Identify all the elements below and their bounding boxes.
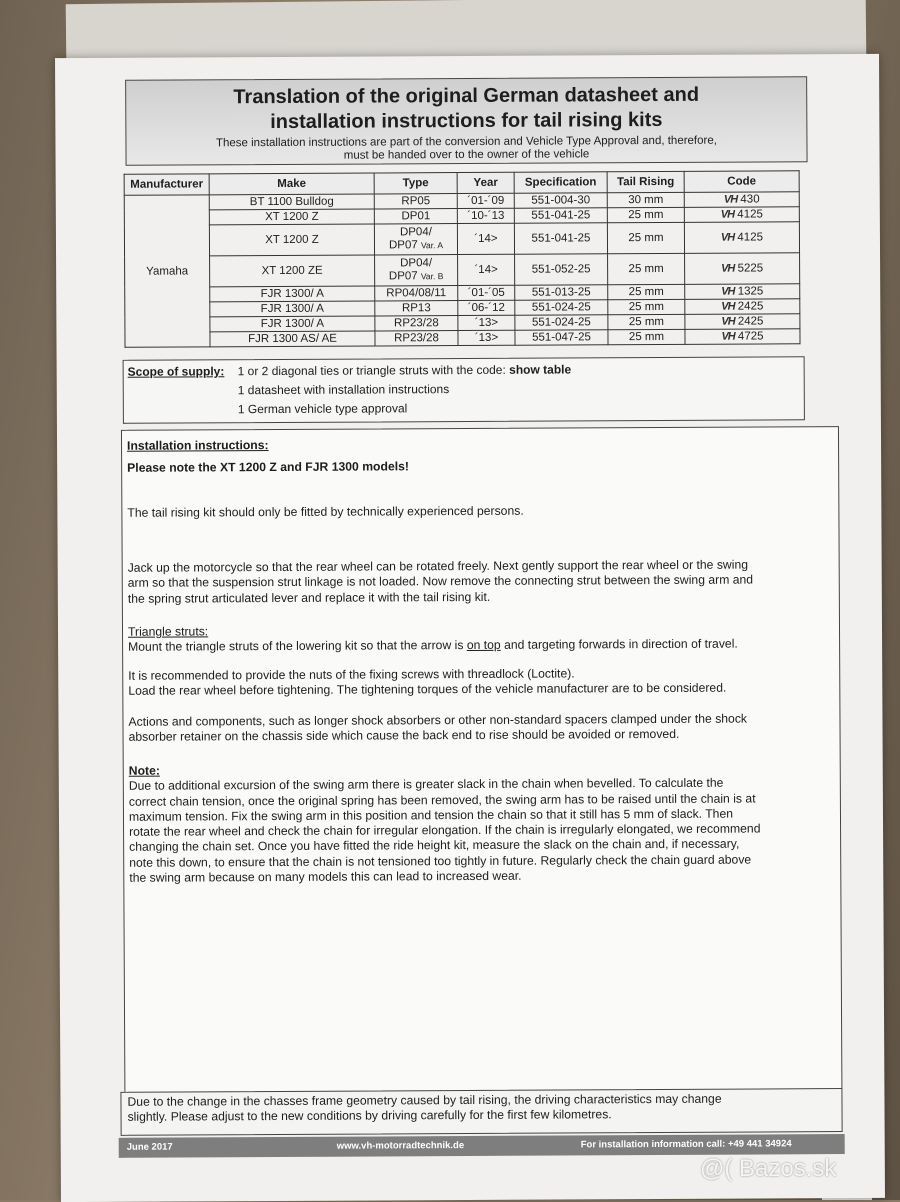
triangle-struts-paragraph: Triangle struts: Mount the triangle struts of the lowering kit so that the arrow is on top and targeting forwards in direction of travel. <box>128 621 828 655</box>
document-title: Translation of the original German datasheet and installation instructions for tail rising kits <box>233 83 700 134</box>
chain-note-paragraph: Note: Due to additional excursion of the swing arm there is greater slack in the chain when bevelled. To calculate the correct chain tension, once the original spring has been removed, the swing arm has to be raised until the chain is at maximum tension. Fix the swing arm in this position and tension the chain so that it still has 5 mm of slack. Then rotate the rear wheel and check the chain for irregular elongation. If the chain is irregularly elongated, we recommend changing the chain set. Once you have fitted the ride height kit, measure the slack on the chain and, if necessary, note this down, to ensure that the chain is not tensioned too tightly in future. Regularly check the chain guard above the swing arm because on many models this can lead to increased wear. <box>129 760 830 886</box>
threadlock-paragraph: It is recommended to provide the nuts of the fixing screws with threadlock (Loctite). Load the rear wheel before tightening. The tightening torques of the vehicle manufacturer are to be considered. <box>128 666 727 699</box>
col-header-manufacturer: Manufacturer <box>124 174 209 195</box>
footer-phone: For installation information call: +49 441 34924 <box>580 1138 792 1151</box>
code-cell: VH 2425 <box>685 314 800 330</box>
jack-up-paragraph: Jack up the motorcycle so that the rear wheel can be rotated freely. Next gently support the rear wheel or the swing arm so that the suspension strut linkage is not loaded. Now remove the connecting strut between the swing arm and the spring strut articulated lever and replace it with the tail rising kit. <box>127 557 754 606</box>
table-row: XT 1200 ZE DP04/ DP07 Var. B ´14> 551-052-25 25 mm VH 5225 <box>125 253 800 288</box>
table-row: FJR 1300/ A RP13 ´06-´12 551-024-25 25 mm VH 2425 <box>125 299 800 318</box>
col-header-make: Make <box>209 173 374 195</box>
installation-instructions <box>121 426 842 1094</box>
col-header-year: Year <box>457 172 514 193</box>
vh-logo-icon: VH <box>721 300 735 313</box>
document-header <box>125 76 807 166</box>
table-row: FJR 1300/ A RP23/28 ´13> 551-024-25 25 mm VH 2425 <box>125 314 800 333</box>
scope-line-1: 1 or 2 diagonal ties or triangle struts with the code: show table <box>237 362 572 379</box>
bazos-watermark: @( Bazos.sk <box>700 1155 837 1182</box>
table-row: Yamaha BT 1100 Bulldog RP05 ´01-´09 551-004-30 30 mm VH 430 <box>124 192 799 211</box>
models-note: Please note the XT 1200 Z and FJR 1300 models! <box>127 459 409 475</box>
manufacturer-cell: Yamaha <box>124 195 210 347</box>
scope-line-3: 1 German vehicle type approval <box>237 401 408 417</box>
components-paragraph: Actions and components, such as longer shock absorbers or other non-standard spacers clamped under the shock absorber retainer on the chassis side which cause the back end to rise should be avoided or removed. <box>128 711 748 745</box>
vh-logo-icon: VH <box>721 315 735 328</box>
vh-logo-icon: VH <box>723 193 738 206</box>
footer-website: www.vh-motorradtechnik.de <box>336 1140 465 1152</box>
col-header-specification: Specification <box>514 172 607 193</box>
vh-logo-icon: VH <box>721 330 735 343</box>
col-header-tail-rising: Tail Rising <box>607 171 684 192</box>
scope-heading: Scope of supply: <box>127 364 225 379</box>
table-row: FJR 1300 AS/ AE RP23/28 ´13> 551-047-25 25 mm VH 4725 <box>125 329 800 348</box>
scope-of-supply <box>123 356 805 424</box>
code-cell: VH 4125 <box>684 222 799 254</box>
datasheet-page <box>55 54 885 1202</box>
table-row: XT 1200 Z DP04/ DP07 Var. A ´14> 551-041-25 25 mm VH 4125 <box>124 222 799 257</box>
scope-line-2: 1 datasheet with installation instructions <box>237 382 450 398</box>
vh-logo-icon: VH <box>720 208 735 221</box>
spec-table <box>124 170 801 348</box>
vh-logo-icon: VH <box>721 262 735 275</box>
code-cell: VH 1325 <box>685 284 800 300</box>
vh-logo-icon: VH <box>721 285 735 298</box>
code-cell: VH 4125 <box>684 207 799 223</box>
instructions-heading: Installation instructions: <box>127 438 269 453</box>
document-subtitle: These installation instructions are part of the conversion and Vehicle Type Approval and, therefore, must be handed over to the owner of the vehicle <box>215 134 717 162</box>
col-header-type: Type <box>374 173 457 194</box>
table-row: XT 1200 Z DP01 ´10-´13 551-041-25 25 mm VH 4125 <box>124 207 799 226</box>
table-row: FJR 1300/ A RP04/08/11 ´01-´05 551-013-25 25 mm VH 1325 <box>125 284 800 303</box>
experience-paragraph: The tail rising kit should only be fitted by technically experienced persons. <box>127 503 524 520</box>
code-cell: VH 4725 <box>685 329 800 345</box>
note-heading: Note: <box>128 763 160 778</box>
code-cell: VH 5225 <box>685 253 800 285</box>
triangle-heading: Triangle struts: <box>127 624 209 639</box>
footer-date: June 2017 <box>126 1141 173 1153</box>
code-cell: VH 2425 <box>685 299 800 315</box>
code-cell: VH 430 <box>684 192 799 208</box>
driving-characteristics-note: Due to the change in the chasses frame geometry caused by tail rising, the driving characteristics may change slightly. Please adjust to the new conditions by driving carefully for the first few kilometres. <box>120 1088 842 1136</box>
vh-logo-icon: VH <box>720 231 735 244</box>
col-header-code: Code <box>684 171 799 193</box>
